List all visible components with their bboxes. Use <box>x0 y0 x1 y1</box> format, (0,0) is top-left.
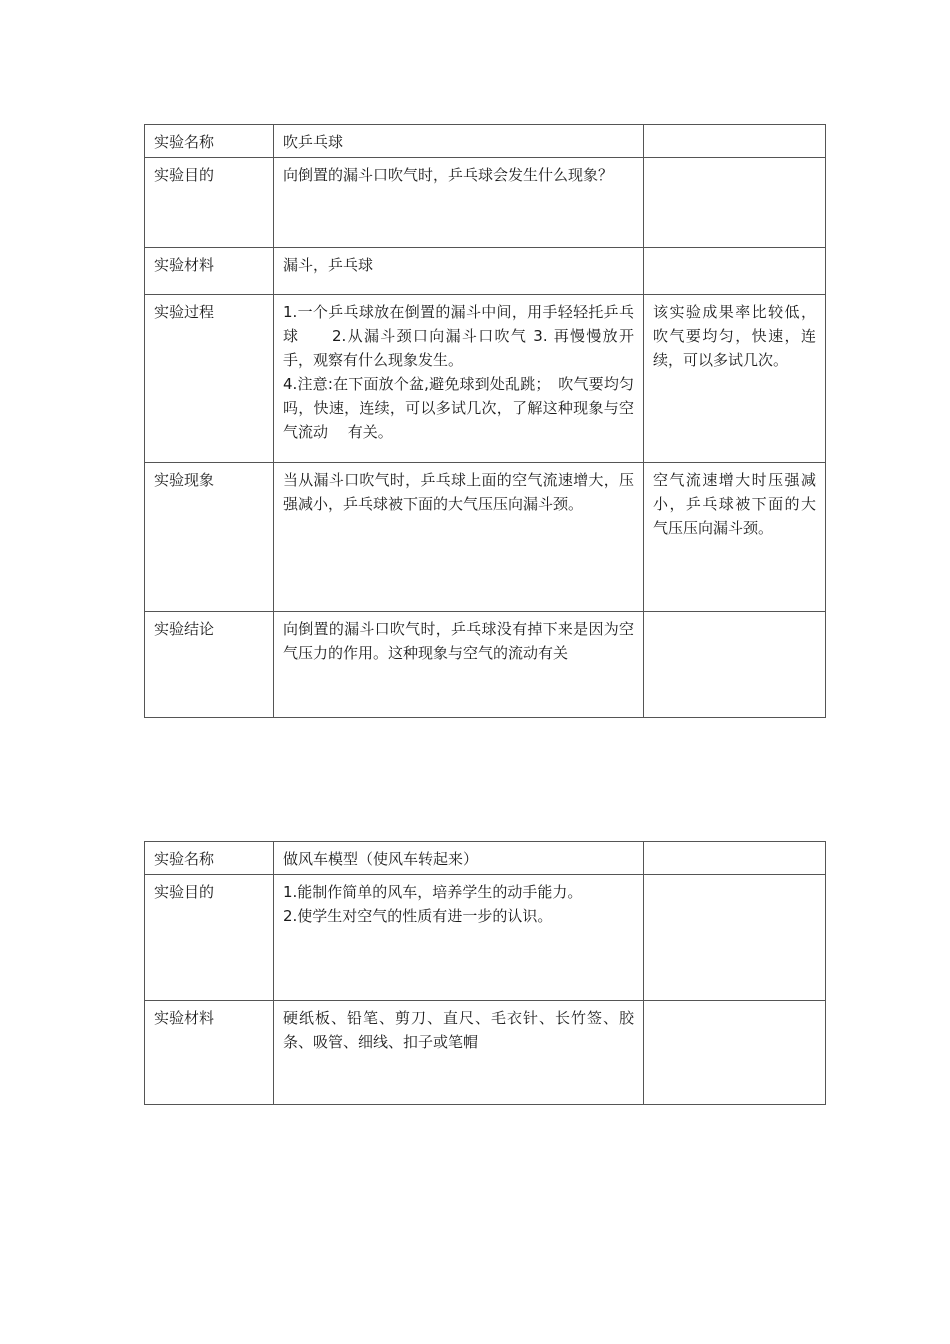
row-note <box>644 158 826 248</box>
row-note <box>644 875 826 1001</box>
row-label: 实验目的 <box>145 158 274 248</box>
row-label: 实验名称 <box>145 842 274 875</box>
row-note <box>644 612 826 718</box>
row-note <box>644 248 826 295</box>
experiment-table-2 <box>144 841 826 1105</box>
table-row <box>145 1001 826 1105</box>
table-row <box>145 248 826 295</box>
table-row <box>145 875 826 1001</box>
row-content: 做风车模型（使风车转起来） <box>274 842 644 875</box>
row-content: 1.一个乒乓球放在倒置的漏斗中间，用手轻轻托乒乓球 2.从漏斗颈口向漏斗口吹气 3. 再慢慢放开手，观察有什么现象发生。 4.注意:在下面放个盆,避免球到处乱跳； 吹气要均匀吗，快速，连续，可以多试几次，了解这种现象与空气流动 有关。 <box>274 295 644 463</box>
row-note <box>644 125 826 158</box>
row-label: 实验目的 <box>145 875 274 1001</box>
row-note <box>644 1001 826 1105</box>
row-content: 向倒置的漏斗口吹气时，乒乓球会发生什么现象？ <box>274 158 644 248</box>
row-label: 实验材料 <box>145 1001 274 1105</box>
row-label: 实验现象 <box>145 463 274 612</box>
row-label: 实验过程 <box>145 295 274 463</box>
row-content: 1.能制作简单的风车，培养学生的动手能力。 2.使学生对空气的性质有进一步的认识。 <box>274 875 644 1001</box>
row-label: 实验结论 <box>145 612 274 718</box>
row-label: 实验材料 <box>145 248 274 295</box>
row-label: 实验名称 <box>145 125 274 158</box>
row-content: 硬纸板、铅笔、剪刀、直尺、毛衣针、长竹签、胶条、吸管、细线、扣子或笔帽 <box>274 1001 644 1105</box>
table-row <box>145 125 826 158</box>
row-note <box>644 842 826 875</box>
experiment-table-1 <box>144 124 826 718</box>
table-row <box>145 463 826 612</box>
table-row <box>145 842 826 875</box>
table-row <box>145 295 826 463</box>
row-content: 漏斗，乒乓球 <box>274 248 644 295</box>
row-content: 当从漏斗口吹气时，乒乓球上面的空气流速增大，压强减小，乒乓球被下面的大气压压向漏斗颈。 <box>274 463 644 612</box>
row-content: 吹乒乓球 <box>274 125 644 158</box>
row-note: 空气流速增大时压强减小，乒乓球被下面的大气压压向漏斗颈。 <box>644 463 826 612</box>
row-note: 该实验成果率比较低，吹气要均匀，快速，连续，可以多试几次。 <box>644 295 826 463</box>
row-content: 向倒置的漏斗口吹气时，乒乓球没有掉下来是因为空气压力的作用。这种现象与空气的流动有关 <box>274 612 644 718</box>
table-row <box>145 158 826 248</box>
table-row <box>145 612 826 718</box>
